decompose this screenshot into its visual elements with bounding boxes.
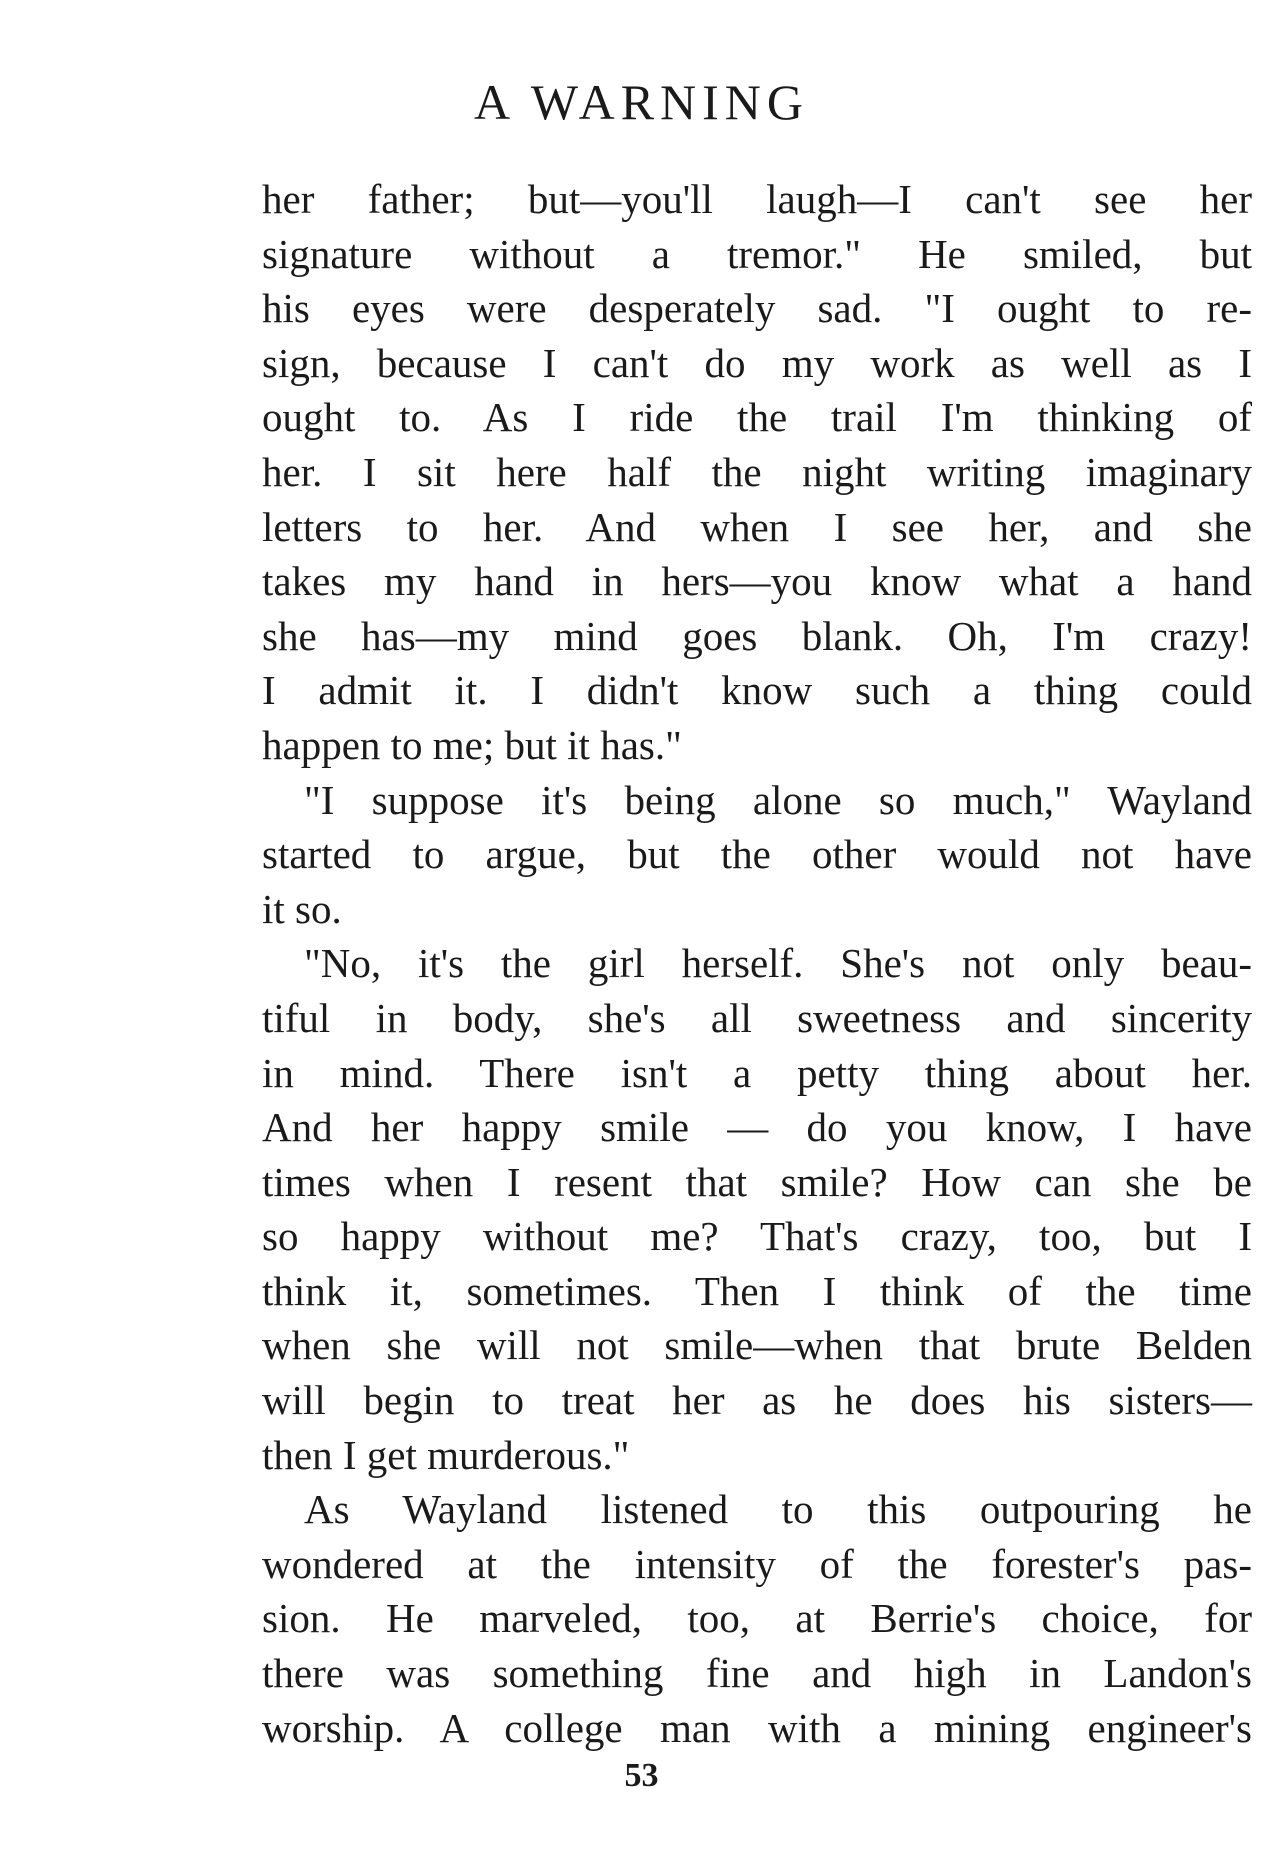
text-line: As Wayland listened to this outpouring he	[304, 1486, 1252, 1533]
text-line: her. I sit here half the night writing imaginary	[262, 448, 1252, 495]
text-line: "No, it's the girl herself. She's not only beau-	[304, 940, 1252, 987]
text-line: it so.	[262, 885, 342, 932]
text-line: wondered at the intensity of the forester's pas-	[262, 1540, 1252, 1587]
text-line: so happy without me? That's crazy, too, but I	[262, 1213, 1252, 1260]
page-number: 53	[624, 1757, 659, 1794]
text-line: then I get murderous."	[262, 1431, 630, 1478]
text-line: when she will not smile—when that brute Belden	[262, 1322, 1252, 1369]
text-line: she has—my mind goes blank. Oh, I'm crazy!	[262, 612, 1252, 659]
text-line: tiful in body, she's all sweetness and sincerity	[262, 994, 1252, 1041]
text-line: letters to her. And when I see her, and she	[262, 503, 1252, 550]
text-line: sign, because I can't do my work as well as I	[262, 339, 1252, 386]
text-line: "I suppose it's being alone so much," Wayland	[304, 776, 1252, 823]
text-line: started to argue, but the other would not have	[262, 831, 1252, 878]
text-line: sion. He marveled, too, at Berrie's choice, for	[262, 1595, 1252, 1642]
running-header: A WARNING	[473, 74, 810, 130]
text-line: I admit it. I didn't know such a thing could	[262, 667, 1252, 714]
text-line: there was something fine and high in Landon's	[262, 1650, 1252, 1697]
text-line: in mind. There isn't a petty thing about her.	[262, 1049, 1252, 1096]
text-line: signature without a tremor." He smiled, but	[262, 230, 1252, 277]
text-line: think it, sometimes. Then I think of the time	[262, 1267, 1252, 1314]
text-line: her father; but—you'll laugh—I can't see her	[262, 176, 1252, 222]
text-line: ought to. As I ride the trail I'm thinking of	[262, 394, 1252, 441]
text-line: will begin to treat her as he does his sisters—	[262, 1377, 1252, 1424]
text-line: times when I resent that smile? How can she be	[262, 1158, 1252, 1205]
text-line: happen to me; but it has."	[262, 721, 682, 768]
text-line: takes my hand in hers—you know what a hand	[262, 558, 1252, 605]
text-line: And her happy smile — do you know, I have	[262, 1104, 1252, 1151]
page-body-text	[262, 172, 1252, 1755]
text-line: his eyes were desperately sad. "I ought to re-	[262, 285, 1252, 332]
text-line: worship. A college man with a mining engineer's	[262, 1704, 1252, 1751]
